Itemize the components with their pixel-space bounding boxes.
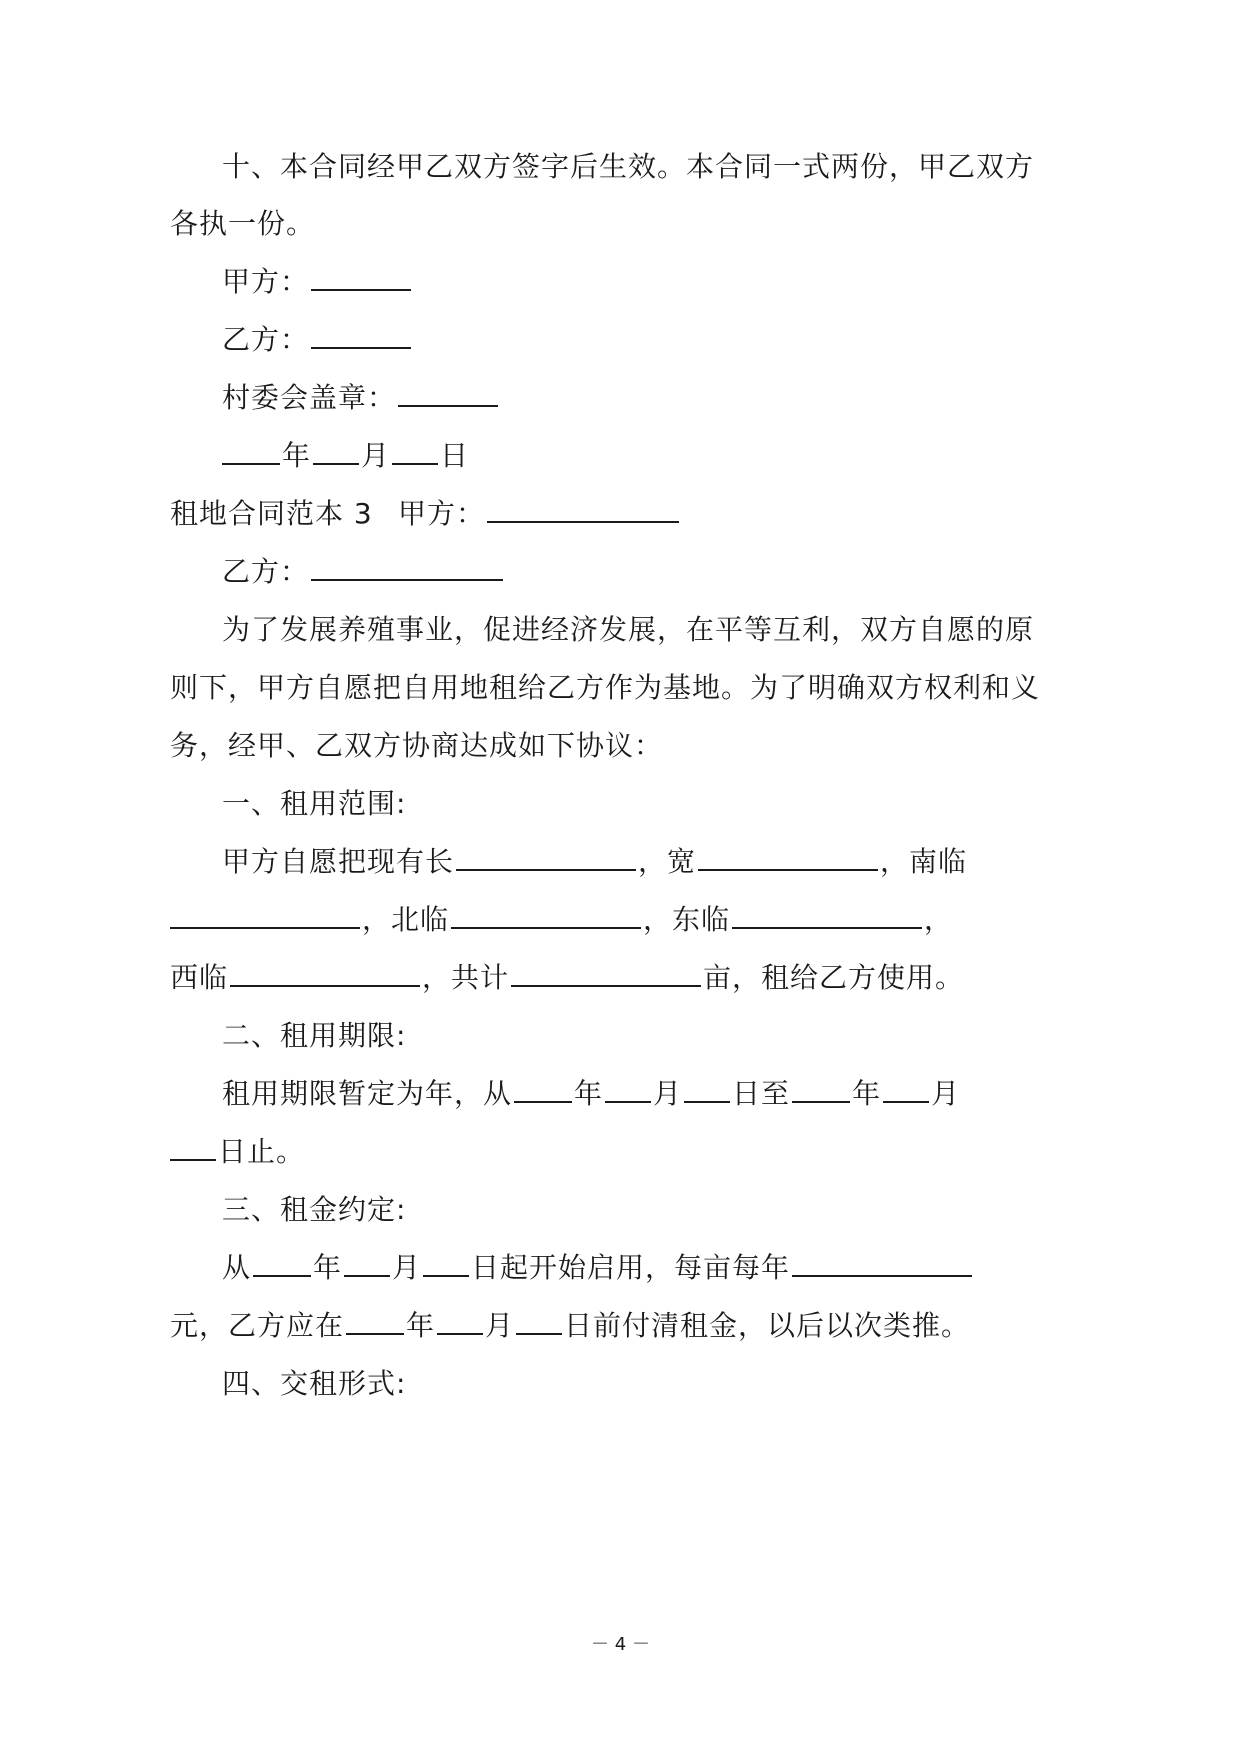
use-start-year-blank [253, 1249, 311, 1277]
width-blank [698, 843, 878, 871]
date-day-blank [392, 437, 438, 465]
start-year-blank [514, 1075, 572, 1103]
north-blank [451, 901, 641, 929]
start-day-blank [684, 1075, 730, 1103]
use-start-day-blank [423, 1249, 469, 1277]
section-2-line-1: 租用期限暂定为年，从 年 月 日至 年 月 [222, 1077, 961, 1110]
party-a-blank [311, 263, 411, 291]
intro-line-2: 则下，甲方自愿把自用地租给乙方作为基地。为了明确双方权利和义 [170, 671, 1041, 704]
clause-10-line-2: 各执一份。 [170, 207, 316, 240]
date-year-blank [222, 437, 280, 465]
contract-3-title: 租地合同范本 3 [170, 497, 373, 530]
section-1-line-1: 甲方自愿把现有长 ，宽 ，南临 [222, 845, 968, 878]
end-month-blank [883, 1075, 929, 1103]
use-start-month-blank [344, 1249, 390, 1277]
intro-line-3: 务，经甲、乙双方协商达成如下协议： [170, 729, 664, 762]
south-blank [170, 901, 360, 929]
end-day-blank [170, 1133, 216, 1161]
section-3-heading: 三、租金约定: [222, 1193, 407, 1226]
section-1-line-3: 西临 ，共计 亩，租给乙方使用。 [170, 961, 965, 994]
section-4-heading: 四、交租形式: [222, 1367, 407, 1400]
signature-party-b: 乙方： [222, 320, 413, 360]
contract-3-party-a: 甲方： [398, 494, 681, 534]
section-2-heading: 二、租用期限: [222, 1019, 407, 1052]
signature-committee-seal: 村委会盖章： [222, 378, 500, 418]
date-month-blank [313, 437, 359, 465]
pay-day-blank [516, 1307, 562, 1335]
east-blank [732, 901, 922, 929]
section-2-line-2: 日止。 [170, 1132, 305, 1172]
total-area-blank [511, 959, 701, 987]
contract-3-party-b: 乙方： [222, 552, 505, 592]
signature-party-a: 甲方： [222, 262, 413, 302]
party-b-blank [311, 321, 411, 349]
rent-amount-blank [792, 1249, 972, 1277]
page-number: － 4 － [591, 1634, 650, 1655]
end-year-blank [792, 1075, 850, 1103]
section-1-line-2: ，北临 ，东临 ， [170, 900, 953, 940]
contract-3-party-b-blank [311, 553, 503, 581]
section-3-line-2: 元，乙方应在 年 月 日前付清租金，以后以次类推。 [170, 1309, 971, 1342]
section-3-line-1: 从 年 月 日起开始启用，每亩每年 [222, 1248, 974, 1288]
pay-month-blank [437, 1307, 483, 1335]
west-blank [230, 959, 420, 987]
clause-10-line-1: 十、本合同经甲乙双方签字后生效。本合同一式两份，甲乙双方 [222, 150, 1035, 183]
signature-date: 年 月 日 [222, 436, 469, 476]
section-1-heading: 一、租用范围: [222, 787, 407, 820]
pay-year-blank [346, 1307, 404, 1335]
length-blank [456, 843, 636, 871]
seal-blank [398, 379, 498, 407]
contract-3-party-a-blank [487, 495, 679, 523]
start-month-blank [605, 1075, 651, 1103]
intro-line-1: 为了发展养殖事业，促进经济发展，在平等互利，双方自愿的原 [222, 613, 1035, 646]
